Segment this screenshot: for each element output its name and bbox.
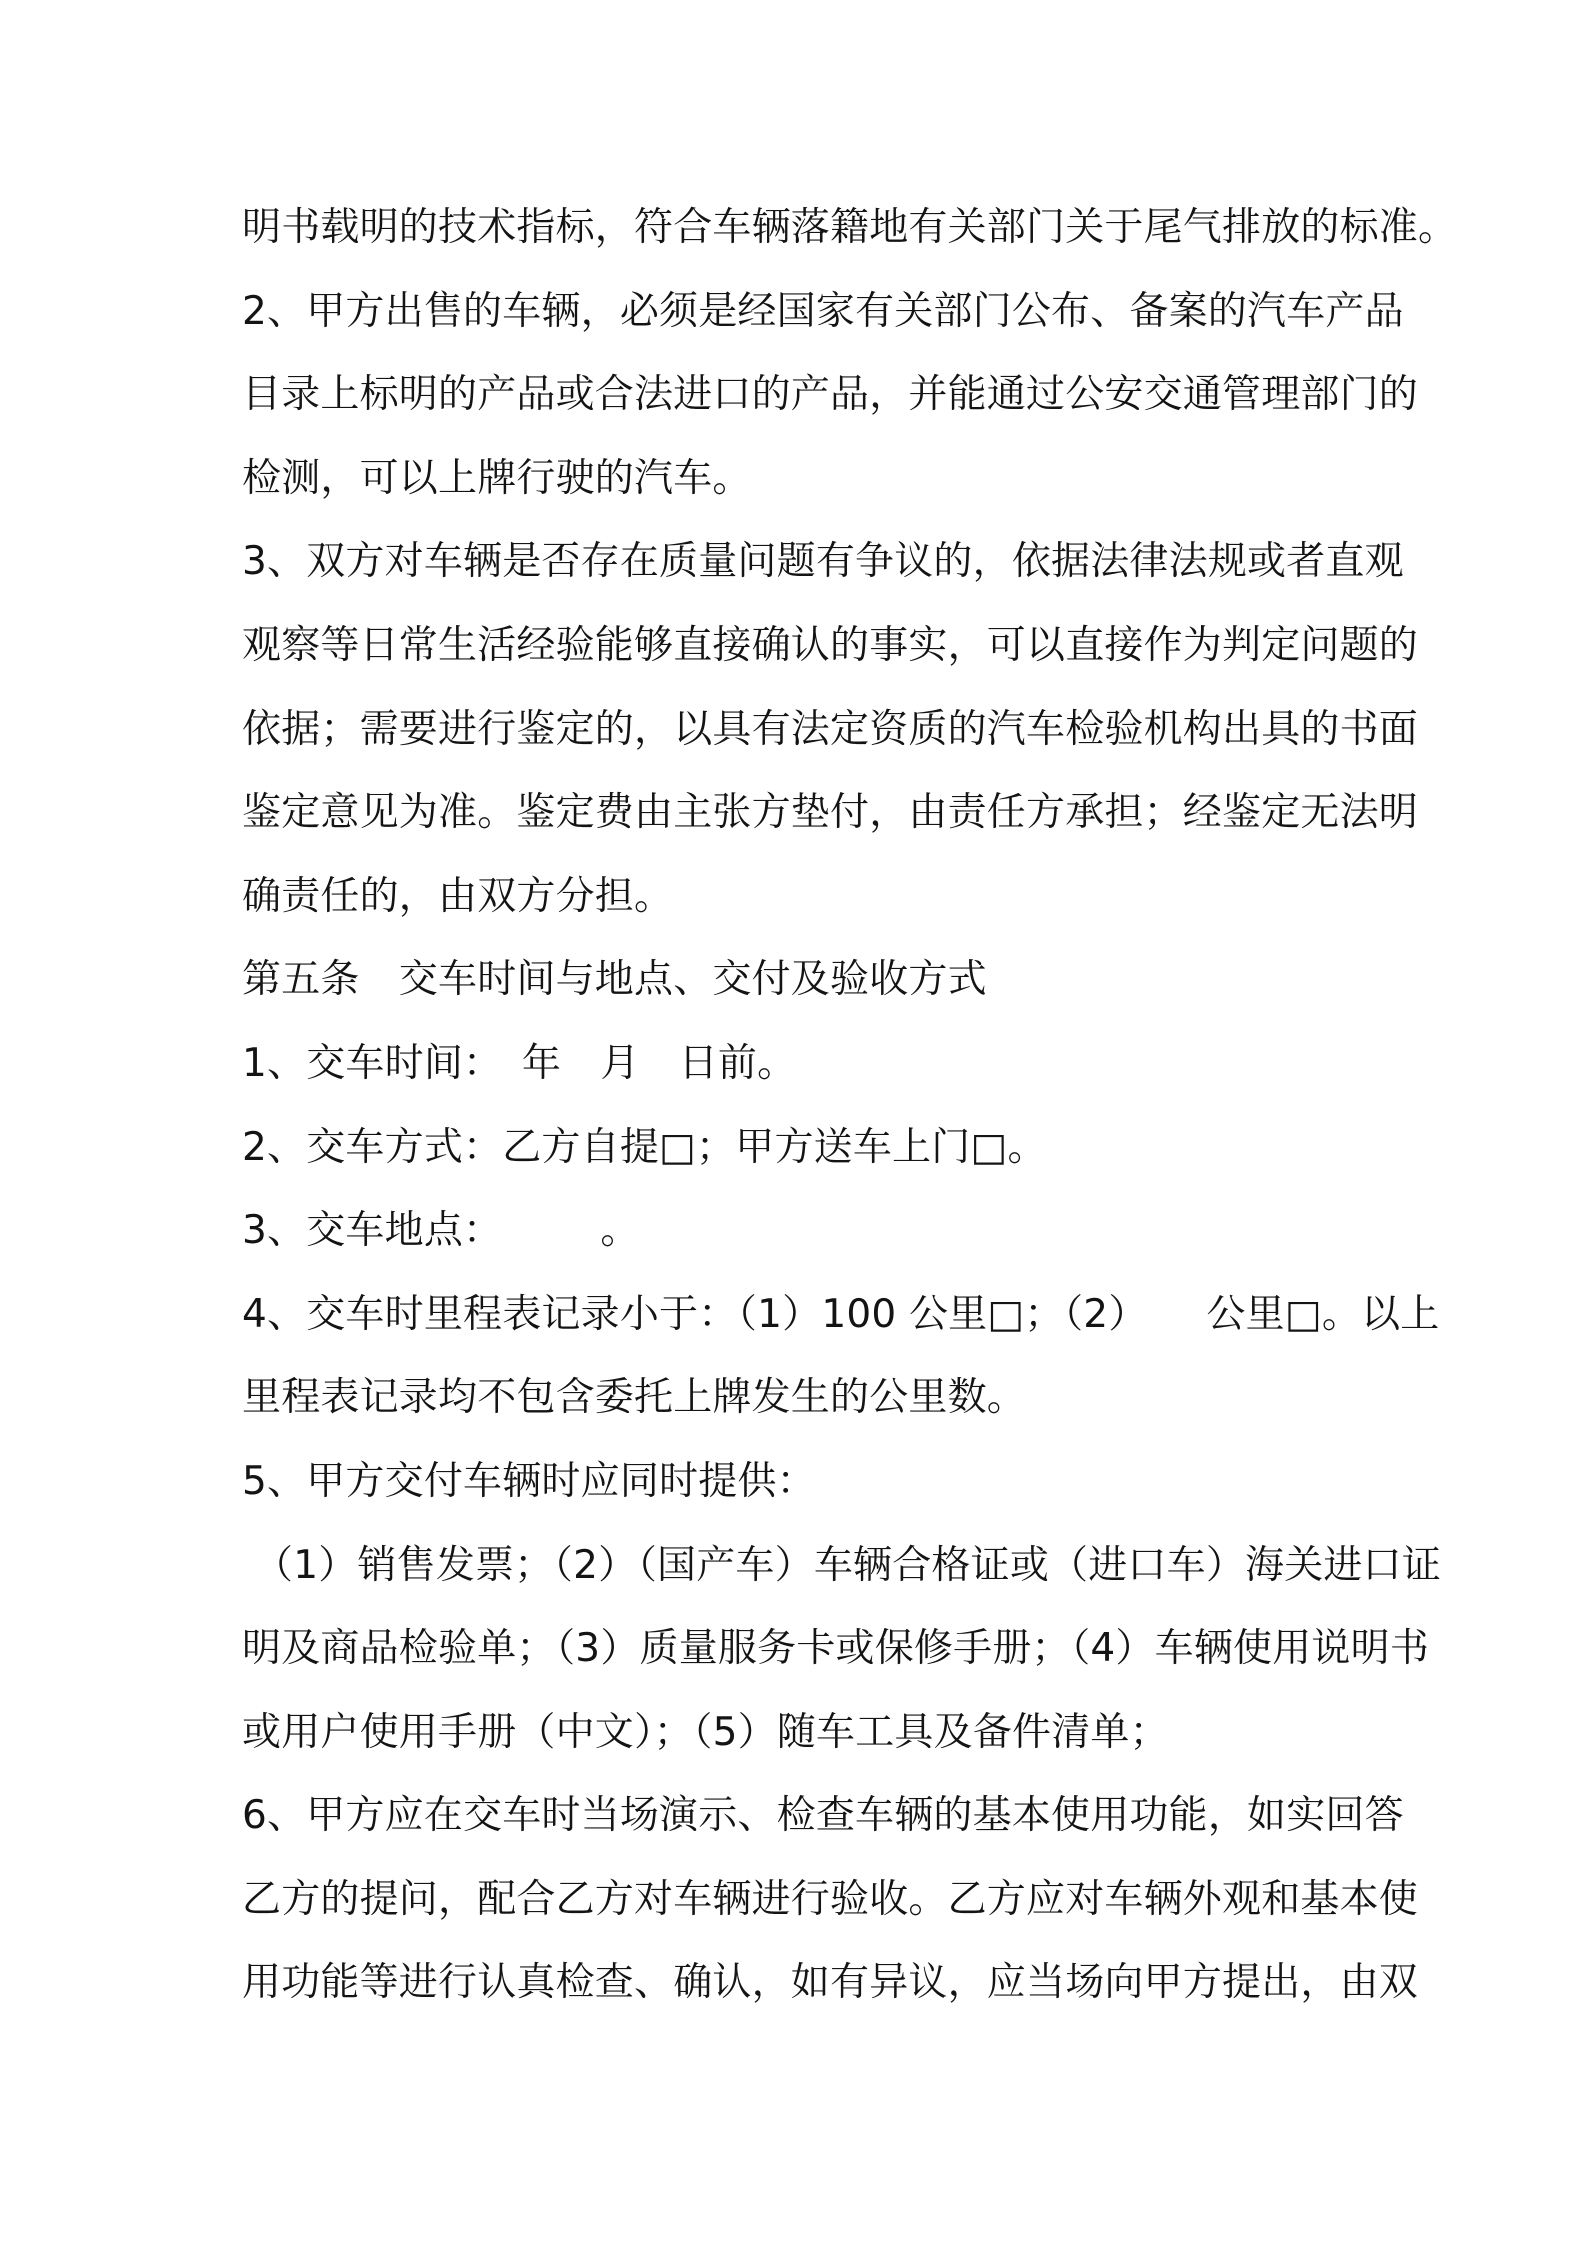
text-line: 观察等日常生活经验能够直接确认的事实，可以直接作为判定问题的 [242, 622, 1419, 668]
text-line: 目录上标明的产品或合法进口的产品，并能通过公安交通管理部门的 [242, 372, 1419, 418]
text-line: 4、交车时里程表记录小于：（1）100 公里□；（2） 公里□。以上 [242, 1291, 1440, 1337]
text-line: 乙方的提问，配合乙方对车辆进行验收。乙方应对车辆外观和基本使 [242, 1876, 1419, 1922]
text-line: 5、甲方交付车辆时应同时提供： [242, 1458, 816, 1504]
text-line: 用功能等进行认真检查、确认，如有异议，应当场向甲方提出，由双 [242, 1960, 1419, 2006]
text-line: 确责任的，由双方分担。 [242, 873, 674, 919]
document-body [242, 186, 1458, 2025]
text-line: 6、甲方应在交车时当场演示、检查车辆的基本使用功能，如实回答 [242, 1793, 1404, 1839]
text-line: （1）销售发票；（2）（国产车）车辆合格证或（进口车）海关进口证 [254, 1542, 1442, 1588]
text-line: 2、甲方出售的车辆，必须是经国家有关部门公布、备案的汽车产品 [242, 288, 1404, 334]
text-line: 明书载明的技术指标，符合车辆落籍地有关部门关于尾气排放的标准。 [242, 205, 1458, 250]
section-heading: 第五条 交车时间与地点、交付及验收方式 [242, 957, 987, 1003]
text-line: 1、交车时间： 年 月 日前。 [242, 1040, 797, 1086]
text-line: 或用户使用手册（中文）；（5）随车工具及备件清单； [242, 1709, 1169, 1755]
text-line: 3、双方对车辆是否存在质量问题有争议的，依据法律法规或者直观 [242, 539, 1404, 585]
text-line: 依据；需要进行鉴定的，以具有法定资质的汽车检验机构出具的书面 [242, 706, 1419, 752]
text-line: 里程表记录均不包含委托上牌发生的公里数。 [242, 1375, 1027, 1421]
text-line: 检测，可以上牌行驶的汽车。 [242, 455, 752, 501]
text-line: 鉴定意见为准。鉴定费由主张方垫付，由责任方承担；经鉴定无法明 [242, 790, 1419, 836]
text-line: 3、交车地点： 。 [242, 1208, 640, 1254]
text-line: 明及商品检验单；（3）质量服务卡或保修手册；（4）车辆使用说明书 [242, 1626, 1430, 1672]
text-line: 2、交车方式：乙方自提□；甲方送车上门□。 [242, 1124, 1047, 1170]
